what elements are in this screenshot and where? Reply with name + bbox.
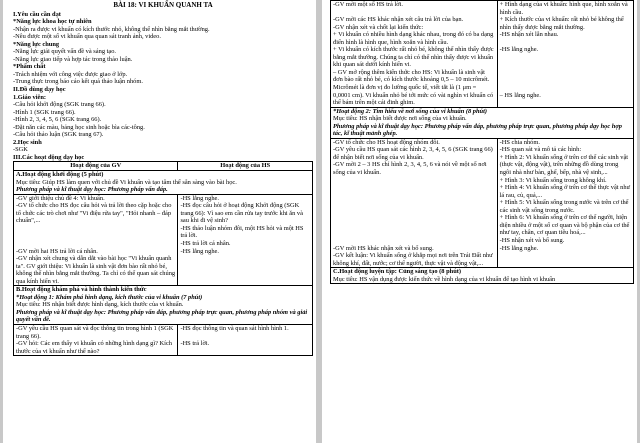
text-line: -Nhận ra được vi khuẩn có kích thước nhỏ, không thể nhìn bằng mắt thường.	[13, 25, 210, 33]
text-line: C.Hoạt động luyện tập: Củng sáng tạo (8 phút)	[333, 268, 462, 276]
text-line: -Trung thực trong báo cáo kết quả thảo luận nhóm.	[13, 78, 143, 86]
text-line	[180, 333, 310, 341]
row-1-teacher	[331, 1, 498, 108]
text-line: *Hoạt động 2: Tìm hiểu về nơi sống của vi khuẩn (8 phút)	[333, 107, 487, 115]
text-line: + Hình dạng của vi khuẩn: hình que, hình xoắn và hình cầu.	[499, 1, 628, 16]
text-line: -HS thảo luận nhóm đôi, một HS hỏi và một HS trả lời.	[180, 224, 304, 240]
text-line	[16, 225, 175, 233]
text-line: -Câu hỏi khởi động (SGK trang 66).	[13, 101, 106, 109]
text-line: A.Hoạt động khởi động (5 phút)	[16, 171, 104, 179]
text-line: Mục tiêu: HS nhận biết được nơi sống của vi khuẩn.	[333, 115, 467, 123]
text-line	[333, 207, 495, 215]
text-line	[333, 229, 495, 237]
text-line: -HS đọc thông tin và quan sát hình hình 1.	[180, 324, 289, 332]
text-line: + Hình 5: Vi khuẩn sống trong nước và trên cơ thể các sinh vật sống trong nước.	[499, 199, 629, 214]
text-line: -Năng lực giải quyết vấn đề và sáng tạo.	[13, 48, 117, 56]
text-line	[333, 9, 495, 17]
text-line: -GV tổ chức cho HS hoạt động nhóm đôi.	[333, 138, 440, 146]
text-line: -HS quan sát và mô tả các hình:	[499, 146, 582, 154]
text-line	[500, 39, 631, 47]
text-line: + Kích thước của vi khuẩn: rất nhỏ bé không thể nhìn thấy được bằng mắt thường.	[499, 16, 624, 31]
text-line: -HS lắng nghe.	[180, 247, 219, 255]
text-line: -Đặt năn các màu, bảng học sinh hoặc bìa các-tông.	[13, 123, 145, 131]
text-line	[500, 84, 631, 92]
header-hs: Hoạt động của HS	[178, 162, 313, 171]
text-line	[500, 76, 631, 84]
text-line: *Hoạt động 1: Khám phá hình dạng, kích thước của vi khuẩn (7 phút)	[16, 293, 203, 301]
text-line	[333, 177, 495, 185]
text-line: -HS nhận xét lẫn nhau.	[499, 31, 559, 39]
text-line: -HS lắng nghe.	[499, 244, 539, 252]
table-row	[14, 194, 313, 286]
table-row	[14, 324, 313, 355]
text-line: *Năng lực khoa học tự nhiên	[13, 18, 92, 26]
text-line: -GV mời HS khác nhận xét và bổ sung.	[333, 244, 434, 252]
section-c	[331, 268, 634, 284]
row-b-teacher	[14, 324, 178, 355]
text-line: Mục tiêu: HS nhận biết được hình dạng, kích thước của vi khuẩn.	[16, 301, 184, 309]
text-line: -Nêu được một số vi khuẩn qua quan sát tranh ảnh, video.	[13, 33, 161, 41]
row-a-student	[178, 194, 313, 286]
text-line: -Hình 1 (SGK trang 66).	[13, 108, 76, 116]
text-line: + Vi khuẩn có kích thước rất nhỏ bé, không thể nhìn thấy được bằng mắt thường. Chúng ta chỉ có thể nhìn thấy được vi khuẩn khi quan sát dưới kính hiển vi.	[333, 46, 494, 69]
text-line: -Hình 2, 3, 4, 5, 6 (SGK trang 66).	[13, 116, 102, 124]
text-line: -GV nhận xét và chốt lại kiến thức:	[333, 23, 424, 31]
text-line: I.Yêu cầu cần đạt	[13, 10, 61, 18]
text-line: -GV mời hai HS trả lời cá nhân.	[16, 247, 98, 255]
text-line: -Câu hỏi thảo luận (SGK trang 67).	[13, 131, 104, 139]
text-line: -GV mời các HS khác nhận xét câu trả lời của bạn.	[333, 16, 464, 24]
table-row	[331, 1, 634, 108]
text-line: -Năng lực giao tiếp và hợp tác trong thảo luận.	[13, 55, 133, 63]
text-line: -GV nhận xét chung và dẫn dắt vào bài học "Vi khuẩn quanh ta". GV giới thiệu: Vi khuẩn là sinh vật đơn bào rất nhỏ bé, không thể nhìn bằng mắt thường. Ta chỉ có thể quan sát chúng qua kính hiển vi.	[16, 255, 176, 285]
section-activity-2	[331, 107, 634, 138]
row-b-student	[178, 324, 313, 355]
text-line: + Hình 3: Vi khuẩn sống trong không khí.	[499, 176, 607, 184]
text-line	[500, 69, 631, 77]
row-2-teacher	[331, 138, 498, 267]
activities-table-continued	[330, 0, 634, 284]
text-line: -Trách nhiệm với công việc được giao ở lớp.	[13, 70, 128, 78]
text-line: Phương pháp và kĩ thuật dạy học: Phương pháp vấn đáp, phương pháp trực quan, phương pháp nhóm và giải quyết vấn đề.	[16, 308, 308, 324]
text-line: Mục tiêu: Giúp HS làm quen với chủ đề Vi khuẩn và tạo tâm thế sẵn sàng vào bài học.	[16, 178, 237, 186]
objectives-section	[13, 11, 313, 162]
table-row	[331, 138, 634, 267]
text-line	[16, 232, 175, 240]
text-line: -GV yêu cầu HS quan sát các hình 2, 3, 4, 5, 6 (SGK trang 66) để nhận biết nơi sống của vi khuẩn.	[333, 146, 493, 161]
text-line: -GV mời 2 – 3 HS chỉ hình 2, 3, 4, 5, 6 và nói về một số nơi sống của vi khuẩn.	[333, 161, 487, 177]
table-header-row	[14, 162, 313, 171]
text-line	[333, 214, 495, 222]
text-line: 2.Học sinh	[13, 138, 42, 146]
text-line: -GV mời một số HS trả lời.	[333, 1, 404, 8]
document-page-2	[322, 0, 637, 443]
document-page-1	[3, 0, 316, 443]
text-line: – HS lắng nghe.	[499, 91, 541, 99]
text-line: -HS trả lời.	[180, 340, 210, 348]
activities-table	[13, 161, 313, 356]
text-line: *Năng lực chung	[13, 40, 60, 48]
section-b	[14, 286, 313, 325]
text-line	[333, 237, 495, 245]
text-line: -SGK	[13, 146, 28, 154]
text-line: -GV tổ chức cho HS đọc câu hỏi và trả lời theo cặp hoặc cho tổ chức các trò chơi như "Vi điệu rửa tay", "Hỏi nhanh – đáp chuẩn",...	[16, 202, 172, 225]
text-line: + Hình 2: Vi khuẩn sống ở trên cơ thể các sinh vật (thực vật, động vật), trên những đồ dùng trong ngôi nhà như bàn, ghế, bếp, nhà vệ sinh,...	[499, 153, 629, 177]
text-line: 1.Giáo viên:	[13, 93, 47, 101]
text-line: II.Đồ dùng dạy học	[13, 86, 66, 94]
lesson-title: BÀI 18: VI KHUẨN QUANH TA	[113, 1, 213, 9]
text-line: Phương pháp và kĩ thuật dạy học: Phương pháp vấn đáp.	[16, 186, 168, 194]
text-line: Phương pháp và kĩ thuật dạy học: Phương pháp vấn đáp, phương pháp trực quan, phương pháp dạy học hợp tác, kĩ thuật mảnh ghép.	[333, 122, 622, 138]
text-line: + Hình 4: Vi khuẩn sống ở trên cơ thể thực vật như lá rau, củ, quả,...	[499, 184, 631, 199]
text-line: -HS nhận xét và bổ sung.	[499, 236, 565, 244]
row-2-student	[497, 138, 633, 267]
text-line	[333, 222, 495, 230]
text-line: -HS lắng nghe.	[499, 46, 539, 54]
text-line: Mục tiêu: HS vận dụng được kiến thức về hình dạng của vi khuẩn để tạo hình vi khuẩn	[333, 275, 556, 283]
text-line: -HS trả lời cá nhân.	[180, 239, 231, 247]
text-line	[333, 184, 495, 192]
header-gv: Hoạt động của GV	[14, 162, 178, 171]
text-line	[500, 54, 631, 62]
text-line: – GV mở rộng thêm kiến thức cho HS: Vi khuẩn là sinh vật đơn bào rất nhỏ bé, có kích thước khoảng 0,5 – 10 micrômét. Micrômét là đơn vị đo lường quốc tế, viết tắt là (1 μm = 0,0001 cm). Vi khuẩn nhỏ bé tới mức có vài nghìn vi khuẩn có thể bám trên một cái đinh ghim.	[333, 68, 494, 107]
text-line	[500, 61, 631, 69]
row-a-teacher	[14, 194, 178, 286]
text-line: -HS chia nhóm.	[499, 138, 540, 146]
text-line: + Hình 6: Vi khuẩn sống ở trên cơ thể người, hiện diện nhiều ở một số cơ quan và bộ phận của cơ thể như tay, chân, cơ quan tiêu hoá,...	[499, 214, 630, 237]
text-line: *Phẩm chất	[13, 63, 46, 71]
text-line: + Vi khuẩn có nhiều hình dạng khác nhau, trong đó có ba dạng điển hình là hình que, hình xoắn và hình cầu.	[333, 31, 494, 46]
text-line	[16, 240, 175, 248]
text-line: III.Các hoạt động dạy học	[13, 153, 85, 161]
text-line: -GV giới thiệu chủ đề 4: Vi khuẩn.	[16, 194, 105, 202]
text-line: -GV hỏi: Các em thấy vi khuẩn có những hình dạng gì? Kích thước của vi khuẩn như thế nào?	[16, 340, 172, 355]
text-line: -GV yêu cầu HS quan sát và đọc thông tin trong hình 1 (SGK trang 66).	[16, 324, 174, 340]
text-line: -GV kết luận: Vi khuẩn sống ở khắp mọi nơi trên Trái Đất như không khí, đất, nước; cơ thể người, thực vật và động vật,...	[333, 252, 493, 267]
text-line: -HS đọc câu hỏi ở hoạt động Khởi động (SGK trang 66): Vì sao em cần rửa tay trước khi ăn và sau khi đi vệ sinh?	[180, 202, 303, 225]
text-line	[333, 199, 495, 207]
row-1-student	[497, 1, 633, 108]
text-line	[333, 192, 495, 200]
text-line: B.Hoạt động khám phá và hình thành kiến thức	[16, 286, 147, 294]
section-a	[14, 171, 313, 195]
text-line: -HS lắng nghe.	[180, 194, 219, 202]
